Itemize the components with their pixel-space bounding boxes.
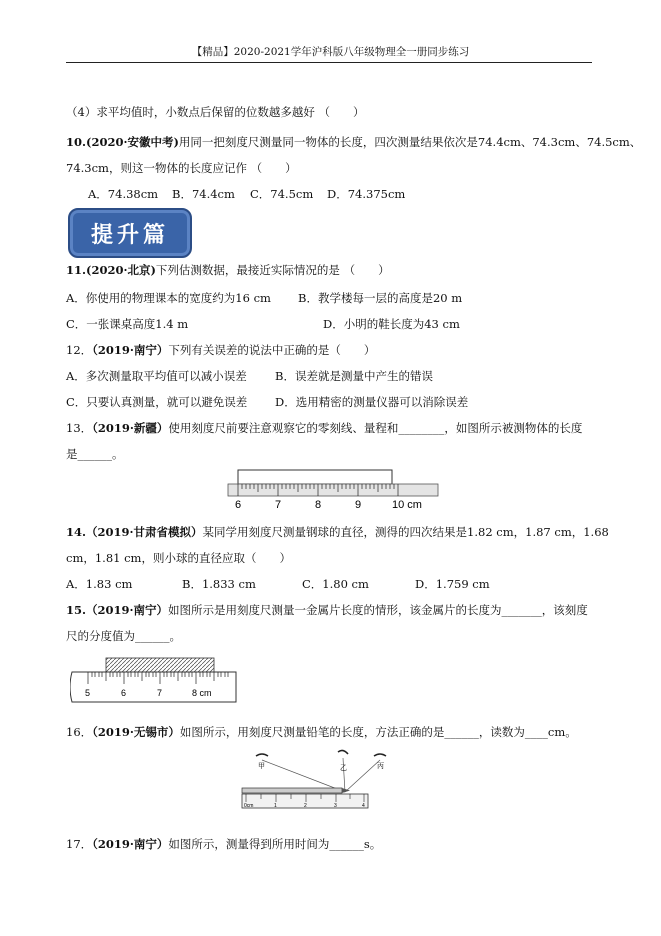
q10-option-d: D．74.375cm xyxy=(327,187,406,201)
q10-line1 xyxy=(66,134,641,150)
header-rule xyxy=(66,62,592,63)
q12-option-d: D．选用精密的测量仪器可以消除误差 xyxy=(275,395,469,409)
q17-text: 如图所示，测量得到所用时间为______s。 xyxy=(168,837,382,851)
q11-option-a: A．你使用的物理课本的宽度约为16 cm xyxy=(66,291,271,305)
q13-label-6: 6 xyxy=(235,499,242,511)
page-header: 【精品】2020-2021学年沪科版八年级物理全一册同步练习 xyxy=(191,46,470,58)
q16-label-2: 2 xyxy=(304,803,307,809)
q13-label-10cm: 10 cm xyxy=(392,499,422,511)
q16-text: 如图所示，用刻度尺测量铅笔的长度，方法正确的是______，读数为____cm。 xyxy=(179,725,577,739)
q14-option-a: A．1.83 cm xyxy=(66,577,133,591)
q14-option-c: C．1.80 cm xyxy=(302,577,369,591)
q13-label-8: 8 xyxy=(315,499,322,511)
q10-option-a: A．74.38cm xyxy=(88,187,159,201)
q16-sight-lines xyxy=(262,758,380,792)
q13-source: （2019·新疆） xyxy=(92,421,169,435)
q16-line1 xyxy=(66,724,577,740)
q12-source: （2019·南宁） xyxy=(92,343,169,357)
q10-option-b: B．74.4cm xyxy=(172,187,235,201)
q15-line2: 尺的分度值为______。 xyxy=(66,629,181,643)
q15-line1 xyxy=(66,602,588,618)
q13-text1: 使用刻度尺前要注意观察它的零刻线、量程和________，如图所示被测物体的长度 xyxy=(168,421,583,435)
q16-number: 16． xyxy=(66,725,93,739)
q17-line1 xyxy=(66,836,381,852)
q15-number: 15. xyxy=(66,603,87,617)
q16-label-1: 1 xyxy=(274,803,277,809)
q11-line1 xyxy=(66,262,390,278)
q12-text: 下列有关误差的说法中正确的是（ ） xyxy=(168,343,376,357)
eye-bing-icon xyxy=(374,754,386,756)
eye-yi-icon xyxy=(338,750,348,754)
q10-option-c: C．74.5cm xyxy=(250,187,314,201)
q13-label-7: 7 xyxy=(275,499,282,511)
q12-line1 xyxy=(66,342,375,358)
q11-option-b: B．教学楼每一层的高度是20 m xyxy=(298,291,463,305)
q13-ruler-figure xyxy=(226,466,446,514)
q12-option-a: A．多次测量取平均值可以减小误差 xyxy=(66,369,247,383)
q15-source: （2019·南宁） xyxy=(86,603,169,617)
q12-option-c: C．只要认真测量，就可以避免误差 xyxy=(66,395,248,409)
q14-option-d: D．1.759 cm xyxy=(415,577,490,591)
q13-object xyxy=(238,470,392,484)
q14-line2: cm，1.81 cm，则小球的直径应取（ ） xyxy=(66,551,291,565)
q10-text1: 用同一把刻度尺测量同一物体的长度，四次测量结果依次是74.4cm、74.3cm、74.5cm、 xyxy=(178,135,642,149)
q13-label-9: 9 xyxy=(355,499,362,511)
eye-label-yi: 乙 xyxy=(340,765,347,772)
q14-line1 xyxy=(66,524,609,540)
q15-label-6: 6 xyxy=(121,688,127,698)
q15-text1: 如图所示是用刻度尺测量一金属片长度的情形，该金属片的长度为_______，该刻度 xyxy=(168,603,588,617)
q11-number: 11. xyxy=(66,263,87,277)
q10-source: (2020·安徽中考) xyxy=(86,135,179,149)
eye-label-jia: 甲 xyxy=(258,763,265,770)
q11-option-d: D．小明的鞋长度为43 cm xyxy=(323,317,460,331)
q14-text1: 某同学用刻度尺测量钢球的直径，测得的四次结果是1.82 cm，1.87 cm，1.68 xyxy=(202,525,609,539)
q11-text: 下列估测数据，最接近实际情况的是 （ ） xyxy=(155,263,390,277)
q11-option-c: C．一张课桌高度1.4 m xyxy=(66,317,189,331)
eye-label-bing: 丙 xyxy=(377,763,384,770)
q11-source: (2020·北京) xyxy=(86,263,156,277)
q12-number: 12． xyxy=(66,343,93,357)
q15-ruler-figure xyxy=(70,656,238,708)
q15-metal-piece xyxy=(106,658,214,672)
q14-number: 14. xyxy=(66,525,87,539)
q16-label-0cm: 0cm xyxy=(244,803,254,809)
q13-number: 13． xyxy=(66,421,93,435)
q10-number: 10. xyxy=(66,135,87,149)
q17-number: 17． xyxy=(66,837,93,851)
q15-label-5: 5 xyxy=(85,688,91,698)
q14-option-b: B．1.833 cm xyxy=(182,577,256,591)
q16-figure xyxy=(240,746,390,814)
q12-option-b: B．误差就是测量中产生的错误 xyxy=(275,369,433,383)
q16-label-4: 4 xyxy=(362,803,365,809)
q13-line2: 是______。 xyxy=(66,447,124,461)
q4-item: （4）求平均值时，小数点后保留的位数越多越好 （ ） xyxy=(66,105,365,119)
q13-line1 xyxy=(66,420,582,436)
pencil xyxy=(242,788,342,793)
q15-label-8cm: 8 cm xyxy=(192,688,212,698)
q10-line2: 74.3cm，则这一物体的长度应记作 （ ） xyxy=(66,161,297,175)
q14-source: （2019·甘肃省模拟） xyxy=(86,525,203,539)
q16-label-3: 3 xyxy=(334,803,337,809)
q13-ruler-body xyxy=(228,484,438,496)
q16-source: （2019·无锡市） xyxy=(92,725,180,739)
q17-source: （2019·南宁） xyxy=(92,837,169,851)
section-badge: 提升篇 xyxy=(68,208,192,258)
q15-label-7: 7 xyxy=(157,688,163,698)
eye-jia-icon xyxy=(256,754,268,756)
